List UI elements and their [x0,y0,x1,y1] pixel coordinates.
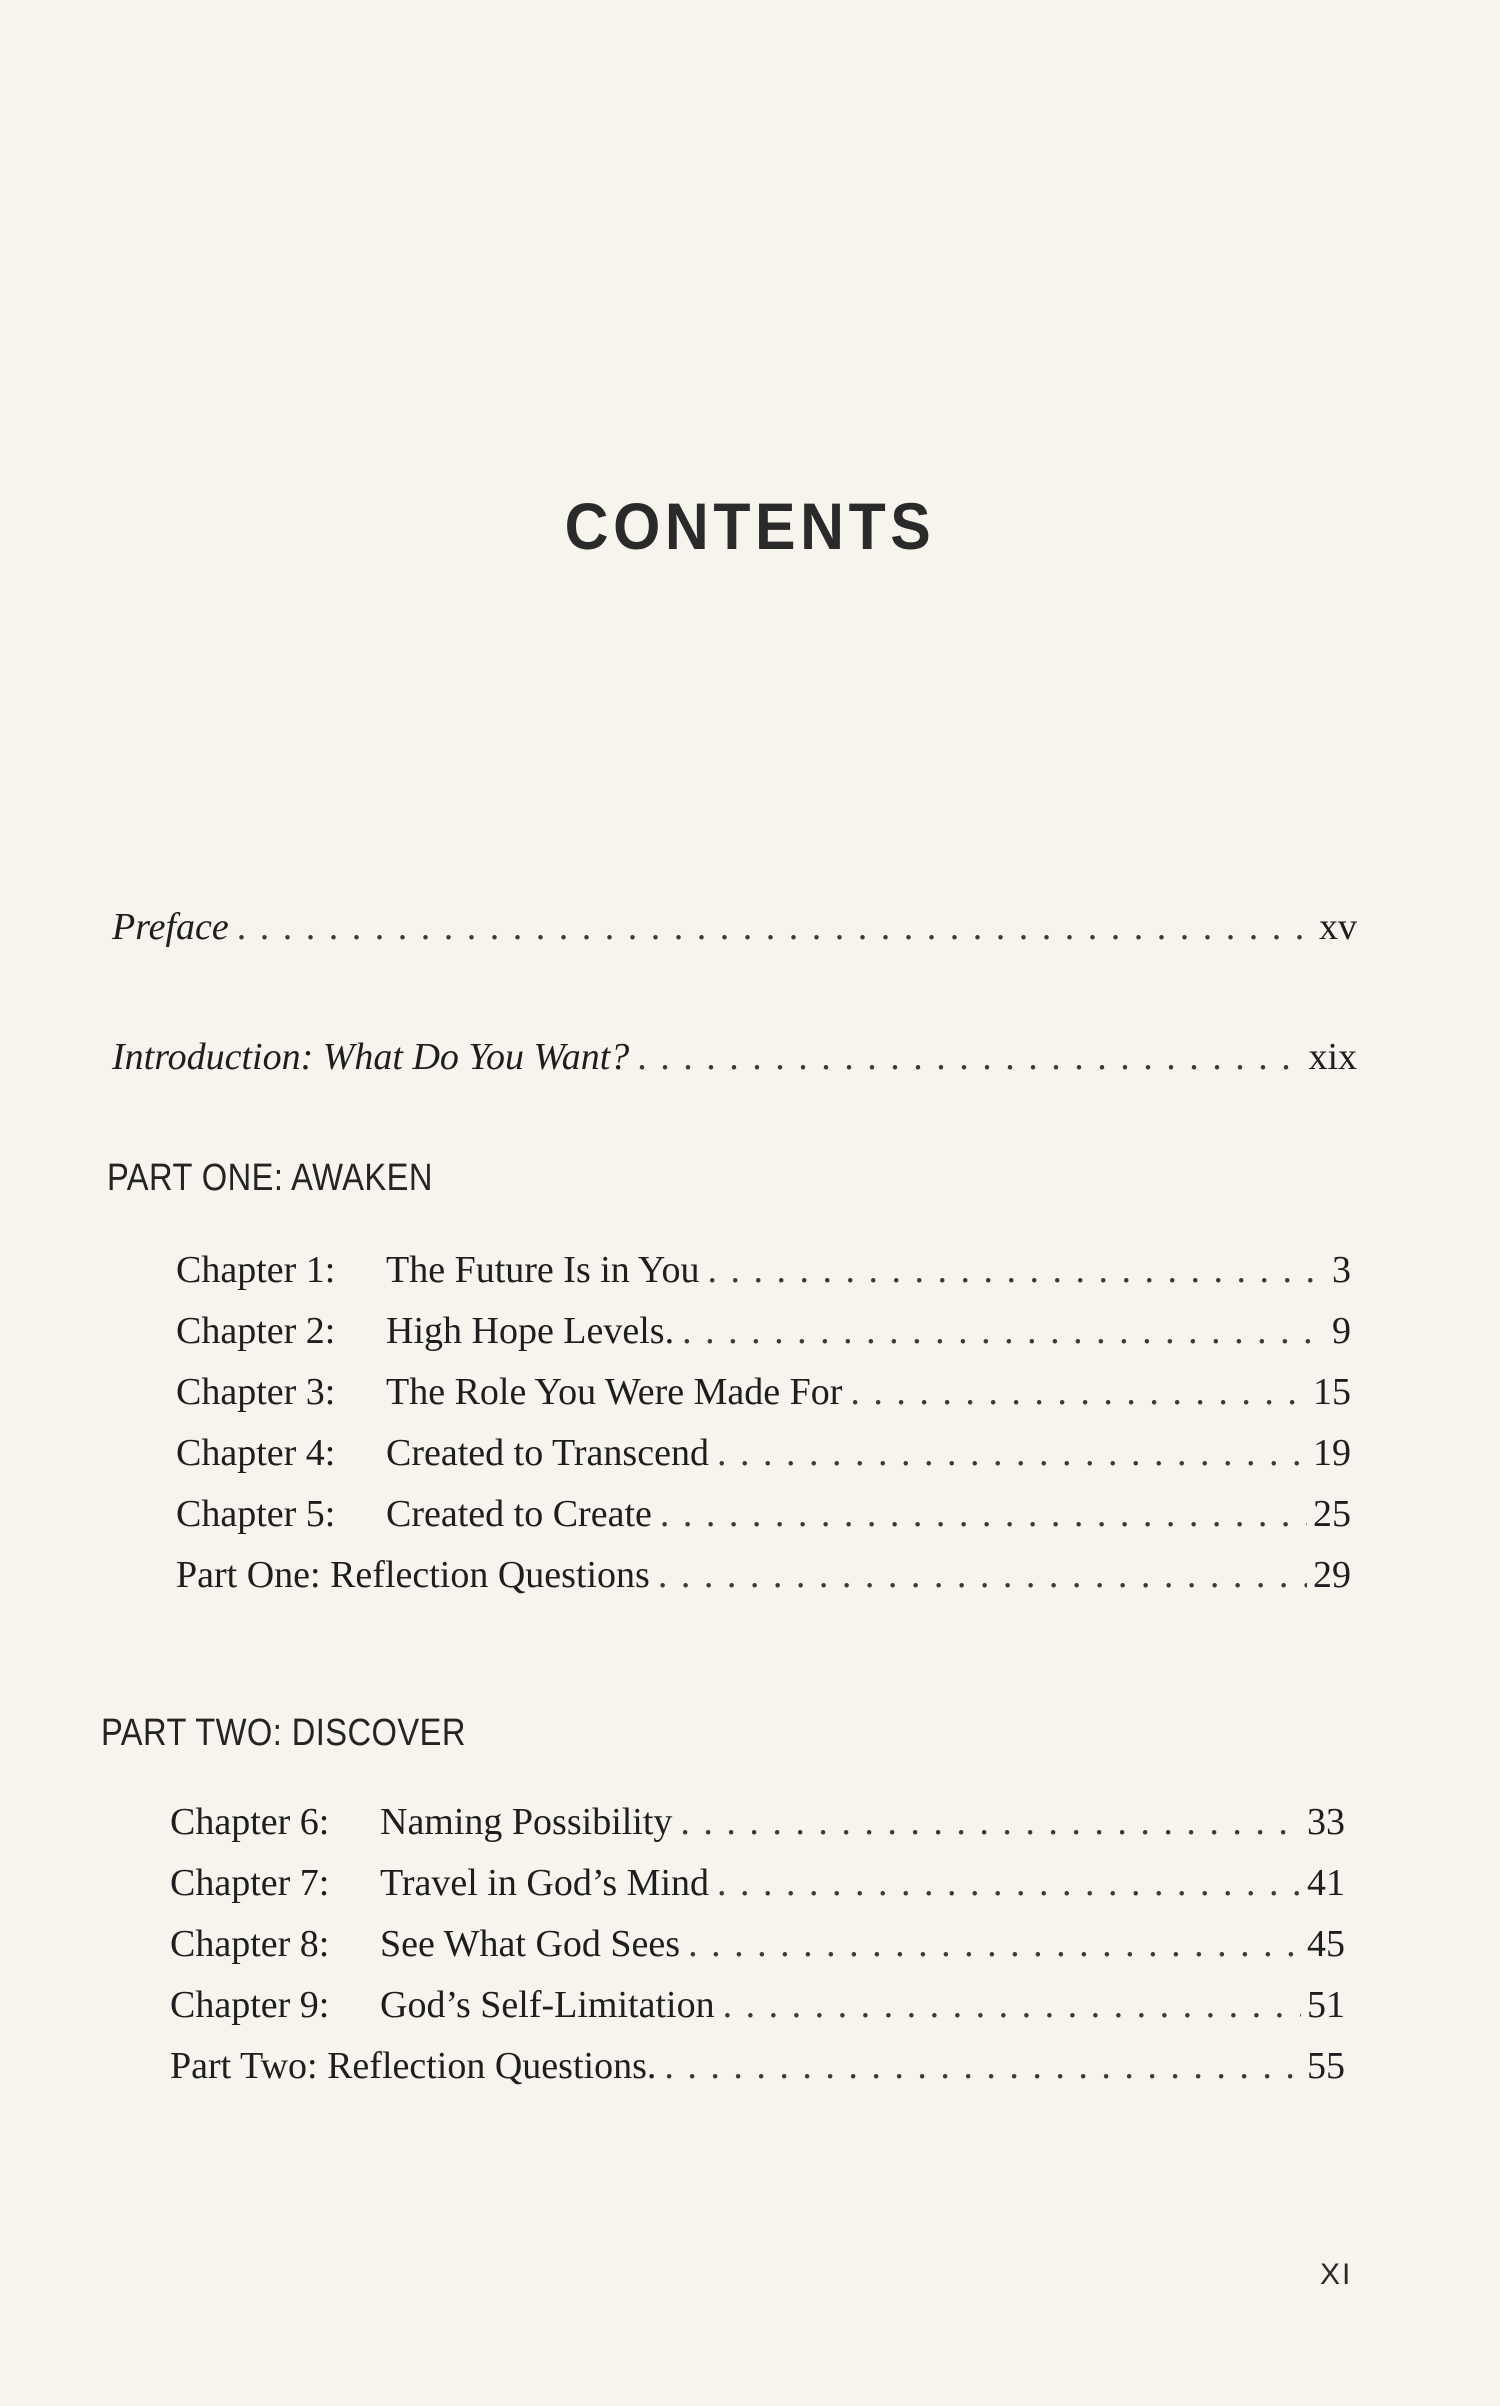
entry-label: The Future Is in You [386,1249,700,1291]
entry-page: 9 [1332,1310,1351,1352]
dot-leader [237,905,1313,949]
entry-label: See What God Sees [380,1923,681,1965]
chapter-number: Chapter 1: [176,1249,336,1291]
chapter-number: Chapter 5: [176,1493,336,1535]
toc-entry-reflection [170,2044,1345,2088]
toc-entry-introduction [112,1035,1357,1079]
entry-label: Naming Possibility [380,1801,673,1843]
entry-label: Part Two: Reflection Questions. [170,2045,657,2087]
chapter-number: Chapter 2: [176,1310,336,1352]
toc-entry-chapter [176,1248,1351,1292]
dot-leader [708,1248,1326,1292]
entry-page: 19 [1313,1432,1351,1474]
page-title: CONTENTS [564,489,936,563]
toc-entry-reflection [176,1553,1351,1597]
toc-entry-chapter [170,1861,1345,1905]
toc-entry-chapter [176,1492,1351,1536]
dot-leader [717,1861,1301,1905]
entry-label: God’s Self-Limitation [380,1984,715,2026]
dot-leader [658,1553,1307,1597]
chapter-number: Chapter 6: [170,1801,330,1843]
dot-leader [717,1431,1307,1475]
chapter-number: Chapter 9: [170,1984,330,2026]
part-heading: PART TWO: DISCOVER [101,1712,466,1754]
toc-entry-chapter [170,1983,1345,2027]
entry-page: xix [1308,1036,1357,1078]
entry-page: 29 [1313,1554,1351,1596]
entry-label: Travel in God’s Mind [380,1862,710,1904]
chapter-number: Chapter 8: [170,1923,330,1965]
dot-leader [688,1922,1301,1966]
toc-entry-preface [112,905,1357,949]
toc-entry-chapter [170,1800,1345,1844]
toc-entry-chapter [176,1309,1351,1353]
entry-page: xv [1319,906,1357,948]
entry-page: 33 [1307,1801,1345,1843]
chapter-number: Chapter 7: [170,1862,330,1904]
entry-page: 3 [1332,1249,1351,1291]
dot-leader [637,1035,1302,1079]
entry-label: High Hope Levels. [386,1310,675,1352]
page-folio: XI [1320,2258,1353,2291]
dot-leader [660,1492,1307,1536]
entry-page: 51 [1307,1984,1345,2026]
dot-leader [723,1983,1301,2027]
chapter-number: Chapter 3: [176,1371,336,1413]
toc-entry-chapter [176,1431,1351,1475]
dot-leader [680,1800,1301,1844]
entry-label: Preface [112,906,229,948]
entry-page: 45 [1307,1923,1345,1965]
entry-label: The Role You Were Made For [386,1371,843,1413]
entry-label: Created to Create [386,1493,652,1535]
toc-entry-chapter [176,1370,1351,1414]
part-heading: PART ONE: AWAKEN [107,1157,433,1199]
dot-leader [664,2044,1301,2088]
entry-page: 15 [1313,1371,1351,1413]
entry-page: 25 [1313,1493,1351,1535]
entry-page: 41 [1307,1862,1345,1904]
toc-entry-chapter [170,1922,1345,1966]
entry-label: Part One: Reflection Questions [176,1554,650,1596]
chapter-number: Chapter 4: [176,1432,336,1474]
entry-page: 55 [1307,2045,1345,2087]
dot-leader [682,1309,1326,1353]
entry-label: Introduction: What Do You Want? [112,1036,630,1078]
dot-leader [850,1370,1307,1414]
entry-label: Created to Transcend [386,1432,709,1474]
